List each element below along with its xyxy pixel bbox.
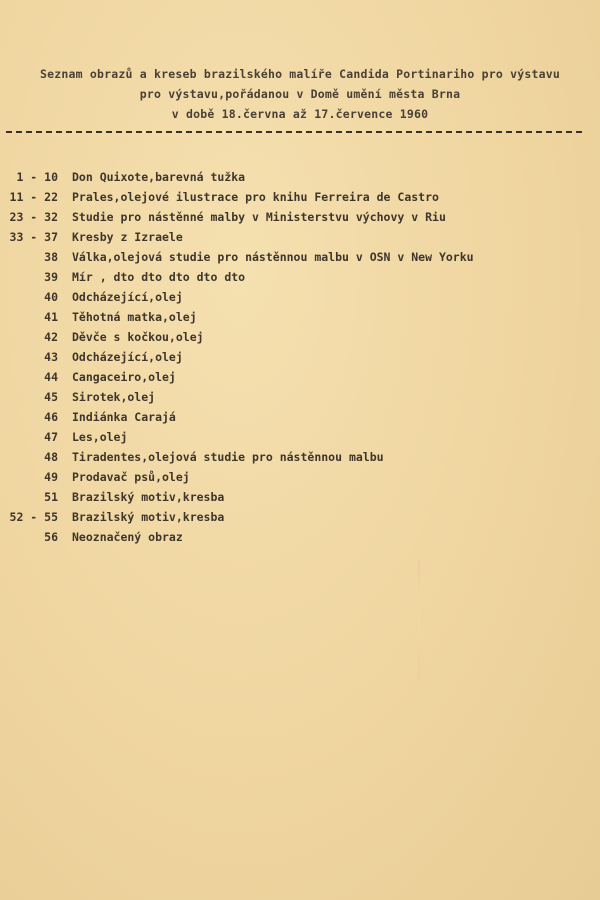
item-description: Prodavač psů,olej (72, 470, 190, 484)
document-header (0, 64, 600, 124)
item-description: Odcházející,olej (72, 350, 183, 364)
list-item (0, 410, 600, 430)
item-description: Mír , dto dto dto dto dto (72, 270, 246, 284)
list-item (0, 490, 600, 510)
item-number: 40 (44, 290, 58, 304)
item-description: Studie pro nástěnné malby v Ministerstvu výchovy v Riu (72, 210, 446, 224)
item-number: 33 - 37 (9, 230, 58, 244)
item-description: Tiradentes,olejová studie pro nástěnnou malbu (72, 450, 384, 464)
list-item (0, 510, 600, 530)
item-number: 48 (44, 450, 58, 464)
item-number: 42 (44, 330, 58, 344)
list-item (0, 530, 600, 550)
list-item (0, 370, 600, 390)
item-number: 56 (44, 530, 58, 544)
list-item (0, 430, 600, 450)
item-description: Válka,olejová studie pro nástěnnou malbu v OSN v New Yorku (72, 250, 474, 264)
item-number: 43 (44, 350, 58, 364)
item-number: 45 (44, 390, 58, 404)
item-description: Prales,olejové ilustrace pro knihu Ferreira de Castro (72, 190, 439, 204)
item-number: 52 - 55 (9, 510, 58, 524)
item-description: Brazilský motiv,kresba (72, 510, 225, 524)
header-line-1: Seznam obrazů a kreseb brazilského malíře Candida Portinariho pro výstavu (39, 67, 561, 81)
list-item (0, 230, 600, 250)
list-item (0, 170, 600, 190)
item-description: Těhotná matka,olej (72, 310, 197, 324)
list-item (0, 310, 600, 330)
item-description: Indiánka Carajá (72, 410, 176, 424)
item-description: Odcházející,olej (72, 290, 183, 304)
list-item (0, 190, 600, 210)
list-item (0, 390, 600, 410)
item-number: 38 (44, 250, 58, 264)
header-line-3: v době 18.června až 17.července 1960 (171, 107, 429, 121)
item-number: 49 (44, 470, 58, 484)
item-description: Kresby z Izraele (72, 230, 183, 244)
header-divider (6, 131, 582, 133)
item-description: Brazilský motiv,kresba (72, 490, 225, 504)
item-description: Cangaceiro,olej (72, 370, 176, 384)
item-description: Les,olej (72, 430, 128, 444)
paper-crease (418, 560, 420, 680)
header-line-2: pro výstavu,pořádanou v Domě umění města Brna (139, 87, 461, 101)
item-number: 11 - 22 (9, 190, 58, 204)
list-item (0, 350, 600, 370)
list-item (0, 250, 600, 270)
list-item (0, 210, 600, 230)
item-number: 23 - 32 (9, 210, 58, 224)
item-number: 46 (44, 410, 58, 424)
list-item (0, 450, 600, 470)
item-description: Neoznačený obraz (72, 530, 183, 544)
item-number: 41 (44, 310, 58, 324)
item-description: Sirotek,olej (72, 390, 156, 404)
item-number: 39 (44, 270, 58, 284)
list-item (0, 270, 600, 290)
list-item (0, 470, 600, 490)
item-number: 1 - 10 (16, 170, 58, 184)
item-number: 44 (44, 370, 58, 384)
item-number: 47 (44, 430, 58, 444)
item-number: 51 (44, 490, 58, 504)
list-item (0, 330, 600, 350)
item-description: Don Quixote,barevná tužka (72, 170, 246, 184)
item-description: Děvče s kočkou,olej (72, 330, 204, 344)
list-item (0, 290, 600, 310)
